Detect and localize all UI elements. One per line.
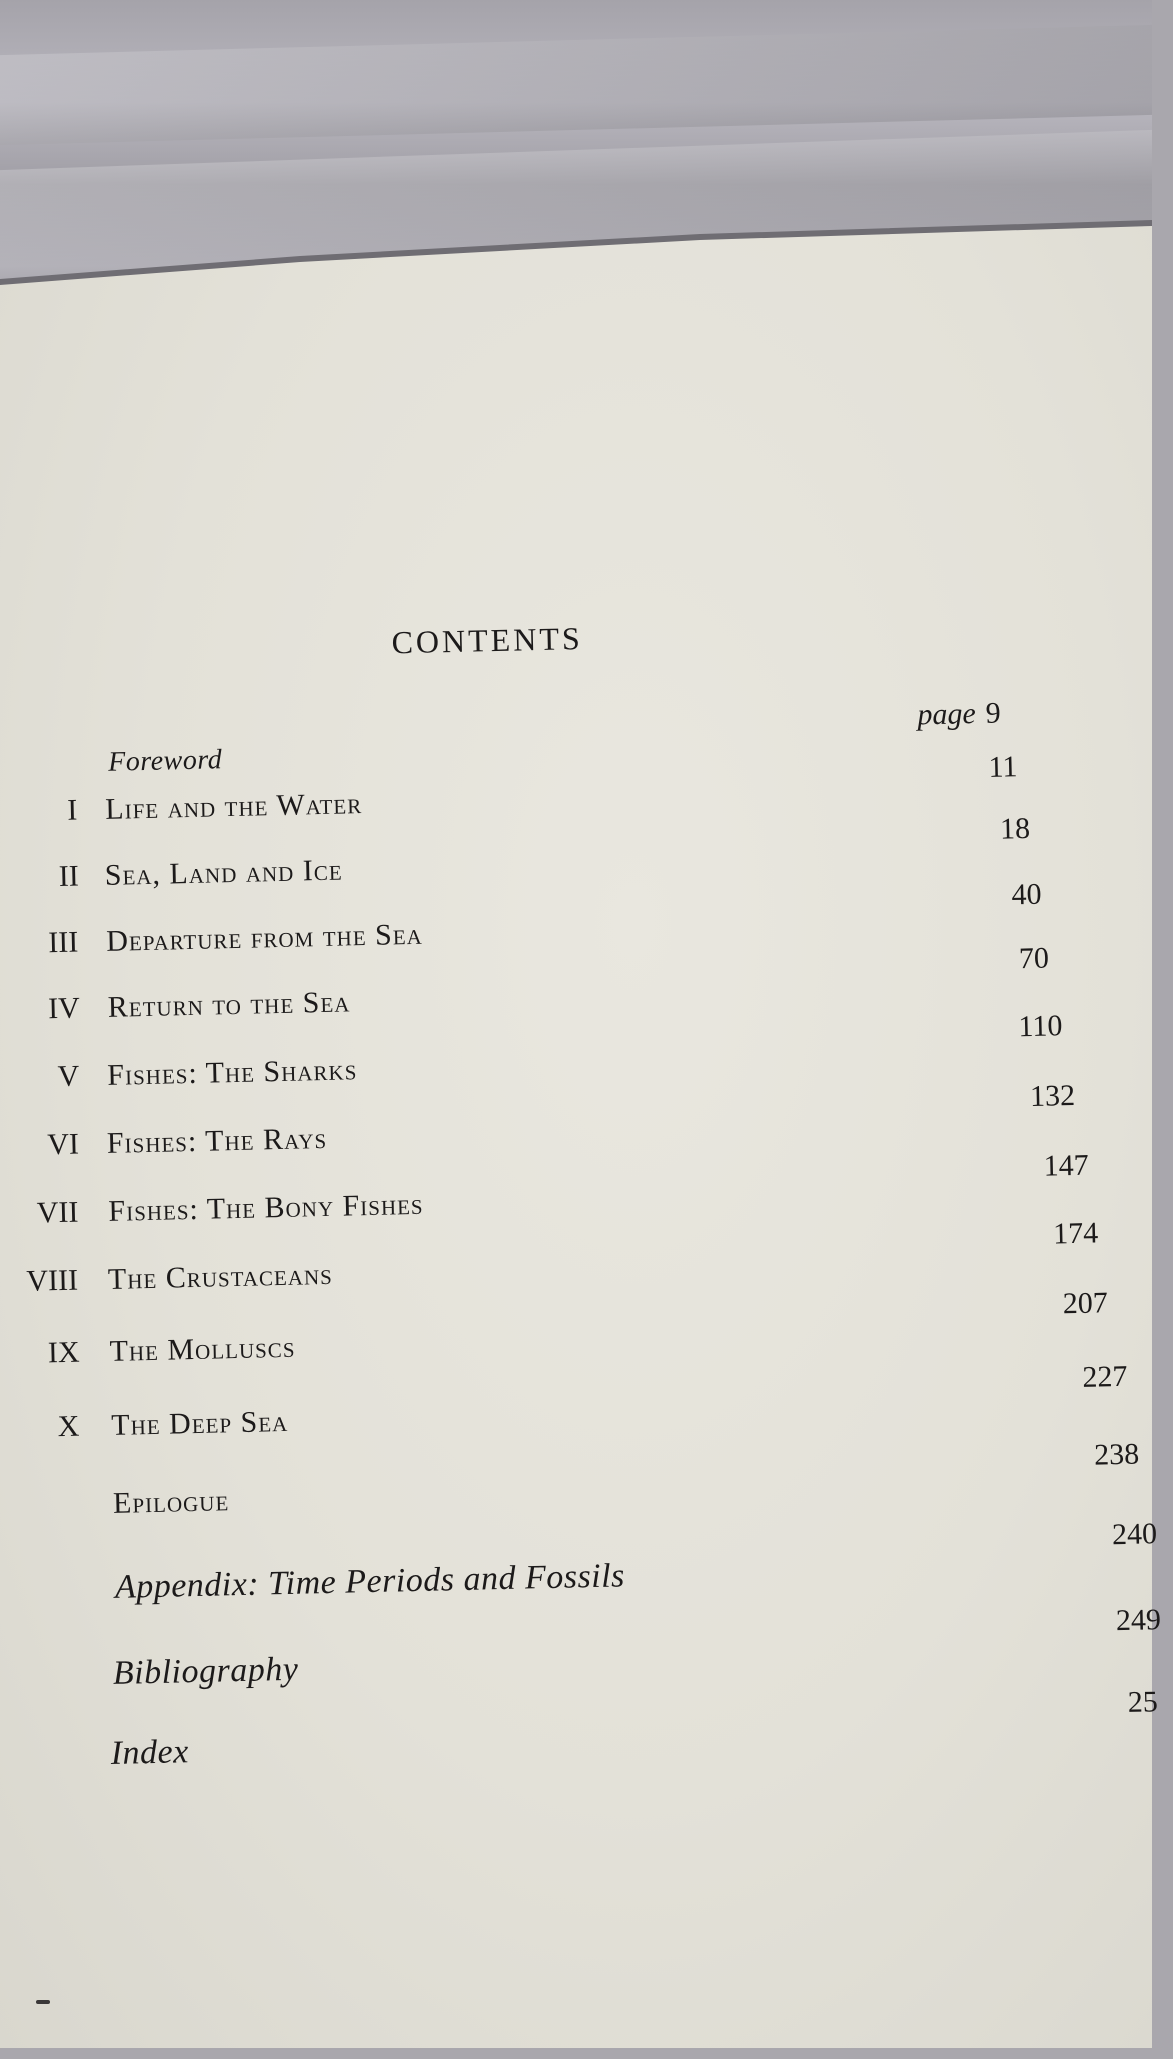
entry-label: Bibliography: [112, 1650, 299, 1692]
chapter-numeral: IV: [47, 991, 81, 1026]
entry-page: 132: [1029, 1078, 1076, 1113]
ink-smudge: [36, 2000, 50, 2004]
entry-label: Departure from the Sea: [105, 917, 424, 958]
chapter-numeral: VI: [46, 1127, 80, 1162]
toc-entry: [0, 811, 1147, 911]
toc-entry: [2, 1148, 1155, 1247]
entry-page: 25: [1127, 1685, 1159, 1719]
page-prefix: page: [916, 697, 977, 732]
entry-label: The Molluscs: [109, 1330, 296, 1368]
toc-entry-bibliography: [13, 1603, 1166, 1707]
entry-page: 40: [1011, 877, 1042, 912]
entry-label: Foreword: [107, 744, 223, 778]
entry-page: 18: [999, 811, 1031, 846]
entry-label: Fishes: The Sharks: [106, 1053, 358, 1092]
toc-entry: [0, 1009, 1152, 1111]
entry-label: The Deep Sea: [110, 1404, 289, 1442]
chapter-numeral: VIII: [25, 1263, 79, 1298]
toc-entry: [7, 1359, 1160, 1461]
contents-heading: CONTENTS: [391, 620, 584, 661]
entry-page: 147: [1043, 1148, 1090, 1183]
toc-entry: [0, 877, 1149, 977]
entry-label: Return to the Sea: [107, 985, 351, 1024]
entry-page: 174: [1052, 1216, 1099, 1251]
entry-page: 70: [1018, 941, 1050, 976]
chapter-numeral: III: [47, 925, 79, 960]
chapter-numeral: I: [66, 793, 78, 827]
entry-page: 249: [1115, 1603, 1162, 1638]
chapter-numeral: V: [57, 1059, 80, 1094]
entry-page: 11: [988, 750, 1018, 784]
entry-label: The Crustaceans: [107, 1257, 334, 1296]
toc-entry-epilogue: [9, 1437, 1162, 1539]
entry-page: [917, 697, 1001, 733]
chapter-numeral: II: [58, 859, 80, 893]
toc-entry: [4, 1216, 1157, 1315]
entry-label: Fishes: The Rays: [106, 1121, 328, 1160]
entry-page: 227: [1082, 1359, 1128, 1394]
entry-label: Life and the Water: [104, 787, 363, 826]
entry-label: Epilogue: [112, 1484, 230, 1520]
entry-label: Fishes: The Bony Fishes: [108, 1187, 424, 1228]
entry-page: 238: [1093, 1437, 1140, 1472]
chapter-numeral: IX: [47, 1335, 80, 1370]
entry-label: Appendix: Time Periods and Fossils: [114, 1557, 626, 1606]
entry-label: Index: [110, 1733, 190, 1772]
entry-label: Sea, Land and Ice: [104, 853, 343, 892]
toc-entry: [1, 1078, 1154, 1179]
chapter-numeral: X: [57, 1409, 80, 1444]
toc-entry-appendix: [11, 1517, 1164, 1621]
entry-page: 110: [1018, 1009, 1063, 1044]
toc-entry-index: [14, 1685, 1167, 1787]
toc-entry: [5, 1286, 1158, 1387]
entry-page: 240: [1111, 1517, 1158, 1552]
entry-page: 207: [1062, 1286, 1109, 1321]
chapter-numeral: VII: [36, 1195, 79, 1230]
page-number: 9: [985, 696, 1002, 730]
